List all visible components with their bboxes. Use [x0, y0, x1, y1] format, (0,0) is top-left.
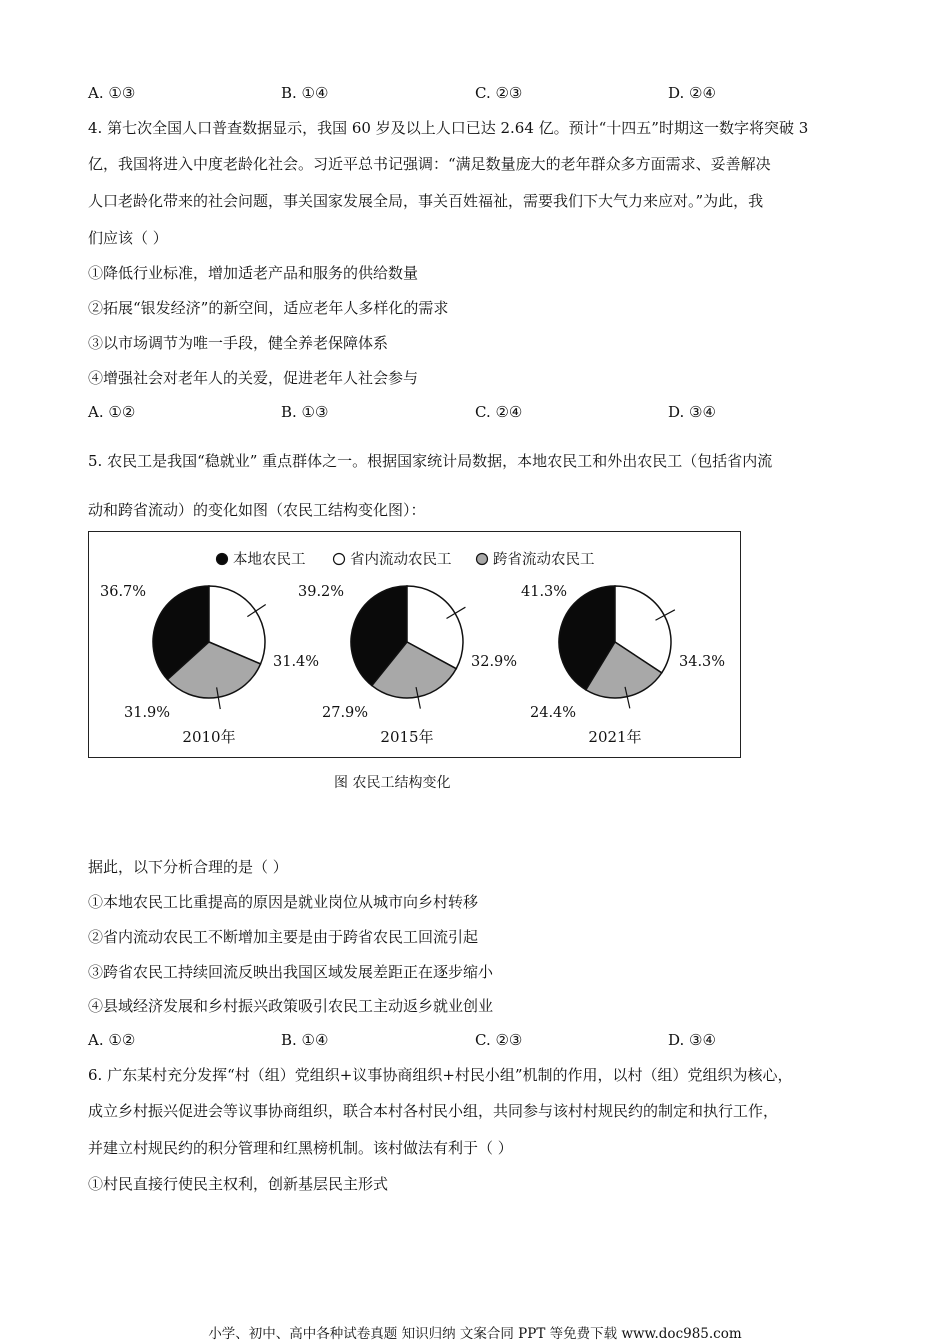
option-b[interactable]: B. ①④: [281, 1031, 329, 1049]
legend-marker: [334, 554, 345, 565]
legend-marker: [217, 554, 228, 565]
data-label: 39.2%: [298, 584, 345, 600]
option-a[interactable]: A. ①③: [88, 84, 136, 102]
data-label: 41.3%: [521, 584, 568, 600]
q4-statement: ①降低行业标准，增加适老产品和服务的供给数量: [88, 264, 419, 282]
pie-year-label: 2010年: [182, 728, 236, 746]
q5-statement: ③跨省农民工持续回流反映出我国区域发展差距正在逐步缩小: [88, 963, 494, 981]
option-d[interactable]: D. ②④: [668, 84, 716, 102]
figure-caption: 图 农民工结构变化: [334, 775, 451, 791]
q6-stem-line: 6. 广东某村充分发挥“村（组）党组织+议事协商组织+村民小组”机制的作用，以村（组）党组织为核心，: [88, 1066, 793, 1084]
q5-statement: ②省内流动农民工不断增加主要是由于跨省农民工回流引起: [88, 928, 479, 946]
q5-statement: ①本地农民工比重提高的原因是就业岗位从城市向乡村转移: [88, 893, 479, 911]
data-label: 36.7%: [100, 584, 147, 600]
data-label: 27.9%: [322, 705, 369, 721]
q5-options: [88, 1030, 848, 1050]
option-a[interactable]: A. ①②: [88, 403, 136, 421]
pie-chart-2010年: [100, 584, 319, 746]
pie-year-label: 2021年: [588, 728, 642, 746]
q6-statement: ①村民直接行使民主权利，创新基层民主形式: [88, 1175, 389, 1193]
data-label: 24.4%: [530, 705, 577, 721]
option-c[interactable]: C. ②④: [475, 403, 523, 421]
pie-charts: [89, 532, 742, 759]
q4-statement: ②拓展“银发经济”的新空间，适应老年人多样化的需求: [88, 299, 449, 317]
option-d[interactable]: D. ③④: [668, 1031, 716, 1049]
pie-chart-2021年: [521, 584, 725, 746]
q4-statement: ③以市场调节为唯一手段，健全养老保障体系: [88, 334, 389, 352]
q6-stem-line: 并建立村规民约的积分管理和红黑榜机制。该村做法有利于（ ）: [88, 1139, 513, 1157]
option-b[interactable]: B. ①③: [281, 403, 329, 421]
data-label: 31.4%: [273, 654, 320, 670]
legend-marker: [477, 554, 488, 565]
q4-stem-line: 们应该（ ）: [88, 229, 168, 247]
q4-statement: ④增强社会对老年人的关爱，促进老年人社会参与: [88, 369, 419, 387]
q5-stem-line: 动和跨省流动）的变化如图（农民工结构变化图）：: [88, 501, 426, 519]
q5-stem-line: 5. 农民工是我国“稳就业” 重点群体之一。根据国家统计局数据，本地农民工和外出农民工（包括省内流: [88, 452, 773, 470]
legend-label: 跨省流动农民工: [493, 552, 595, 568]
q4-stem-line: 人口老龄化带来的社会问题，事关国家发展全局，事关百姓福祉，需要我们下大气力来应对。”为此，我: [88, 192, 764, 210]
pie-chart-2015年: [298, 584, 517, 746]
chart-legend: [217, 551, 595, 568]
legend-label: 省内流动农民工: [350, 552, 452, 568]
pie-chart-figure: [88, 531, 741, 758]
page-footer: 小学、初中、高中各种试卷真题 知识归纳 文案合同 PPT 等免费下载 www.doc985.com: [208, 1326, 742, 1342]
pie-year-label: 2015年: [380, 728, 434, 746]
data-label: 34.3%: [679, 654, 726, 670]
q6-stem-line: 成立乡村振兴促进会等议事协商组织，联合本村各村民小组，共同参与该村村规民约的制定和执行工作，: [88, 1102, 779, 1120]
q3-options: [88, 83, 848, 103]
data-label: 31.9%: [124, 705, 171, 721]
data-label: 32.9%: [471, 654, 518, 670]
q4-stem-line: 4. 第七次全国人口普查数据显示，我国 60 岁及以上人口已达 2.64 亿。预计“十四五”时期这一数字将突破 3: [88, 119, 809, 137]
q4-options: [88, 402, 848, 422]
q5-question: 据此，以下分析合理的是（ ）: [88, 858, 288, 876]
option-a[interactable]: A. ①②: [88, 1031, 136, 1049]
legend-label: 本地农民工: [233, 552, 306, 568]
option-d[interactable]: D. ③④: [668, 403, 716, 421]
option-c[interactable]: C. ②③: [475, 84, 523, 102]
q4-stem-line: 亿，我国将进入中度老龄化社会。习近平总书记强调：“满足数量庞大的老年群众多方面需求、妥善解决: [88, 155, 771, 173]
q5-statement: ④县域经济发展和乡村振兴政策吸引农民工主动返乡就业创业: [88, 997, 494, 1015]
option-c[interactable]: C. ②③: [475, 1031, 523, 1049]
option-b[interactable]: B. ①④: [281, 84, 329, 102]
